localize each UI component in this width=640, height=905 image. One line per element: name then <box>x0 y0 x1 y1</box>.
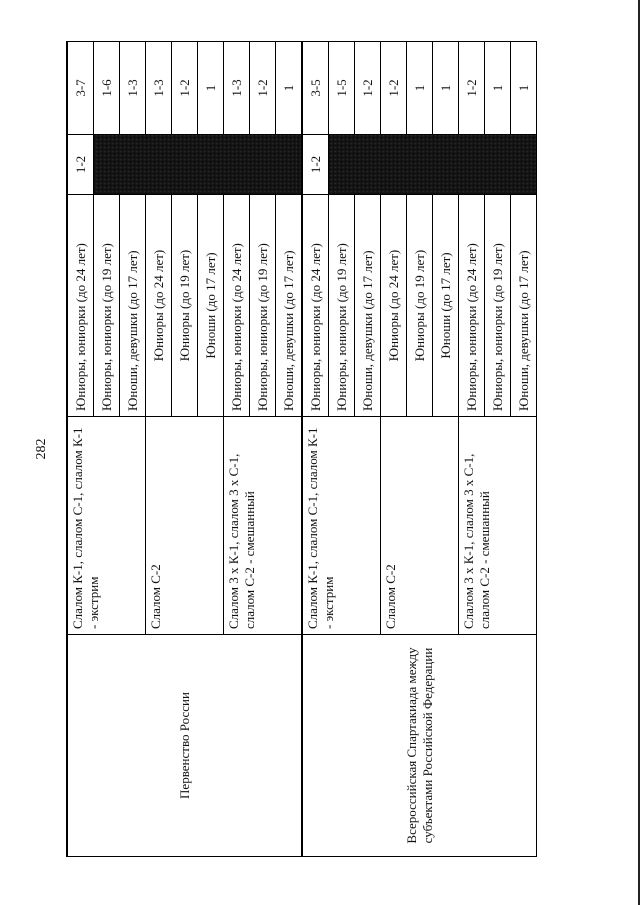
age-group: Юниоры (до 19 лет) <box>407 195 433 417</box>
age-group: Юноши (до 17 лет) <box>433 195 459 417</box>
rank-cell: 1-3 <box>120 42 146 135</box>
age-group: Юниоры, юниорки (до 24 лет) <box>224 195 250 417</box>
shaded-cell <box>94 135 303 195</box>
rank-cell: 1-5 <box>329 42 355 135</box>
discipline-name: Слалом С-2 <box>146 417 224 635</box>
rank-cell: 1-2 <box>355 42 381 135</box>
page-number: 282 <box>34 438 49 460</box>
discipline-name: Слалом К-1, слалом С-1, слалом К-1 - экстрим <box>67 417 146 635</box>
age-group: Юниоры, юниорки (до 24 лет) <box>459 195 485 417</box>
age-group: Юниоры (до 24 лет) <box>146 195 172 417</box>
age-group: Юноши, девушки (до 17 лет) <box>355 195 381 417</box>
table-row <box>302 42 329 857</box>
rank-cell: 1 <box>407 42 433 135</box>
age-group: Юниоры, юниорки (до 19 лет) <box>94 195 120 417</box>
rank-cell: 1 <box>485 42 511 135</box>
shaded-cell <box>329 135 537 195</box>
discipline-name: Слалом С-2 <box>381 417 459 635</box>
rank-cell: 1 <box>433 42 459 135</box>
rank-cell: 3-5 <box>302 42 329 135</box>
age-group: Юниоры, юниорки (до 19 лет) <box>250 195 276 417</box>
age-group: Юноши (до 17 лет) <box>198 195 224 417</box>
age-group: Юноши, девушки (до 17 лет) <box>120 195 146 417</box>
table-row <box>67 42 94 857</box>
age-group: Юниоры, юниорки (до 19 лет) <box>329 195 355 417</box>
rank-cell: 1 <box>511 42 537 135</box>
age-group: Юниоры, юниорки (до 24 лет) <box>67 195 94 417</box>
discipline-name: Слалом К-1, слалом С-1, слалом К-1 - экстрим <box>302 417 381 635</box>
rank-cell: 1-3 <box>146 42 172 135</box>
rank-cell: 1 <box>198 42 224 135</box>
age-group: Юниоры (до 24 лет) <box>381 195 407 417</box>
age-group: Юноши, девушки (до 17 лет) <box>276 195 303 417</box>
rank-cell: 3-7 <box>67 42 94 135</box>
rank-cell: 1-2 <box>172 42 198 135</box>
discipline-name: Слалом 3 х К-1, слалом 3 х С-1, слалом С-2 - смешанный <box>224 417 303 635</box>
rank-cell: 1-6 <box>94 42 120 135</box>
rank-cell: 1-2 <box>459 42 485 135</box>
rank-cell: 1-2 <box>67 135 94 195</box>
age-group: Юниоры, юниорки (до 19 лет) <box>485 195 511 417</box>
age-group: Юноши, девушки (до 17 лет) <box>511 195 537 417</box>
rank-cell: 1-3 <box>224 42 250 135</box>
rank-cell: 1-2 <box>381 42 407 135</box>
rank-cell: 1-2 <box>250 42 276 135</box>
rotated-table-container <box>66 42 531 857</box>
age-group: Юниоры (до 19 лет) <box>172 195 198 417</box>
age-group: Юниоры, юниорки (до 24 лет) <box>302 195 329 417</box>
sport-ranks-table <box>66 41 537 857</box>
discipline-name: Слалом 3 х К-1, слалом 3 х С-1, слалом С-2 - смешанный <box>459 417 537 635</box>
rank-cell: 1 <box>276 42 303 135</box>
competition-name: Всероссийская Спартакиада между субъектами Российской Федерации <box>302 635 537 857</box>
competition-name: Первенство России <box>67 635 302 857</box>
rank-cell: 1-2 <box>302 135 329 195</box>
